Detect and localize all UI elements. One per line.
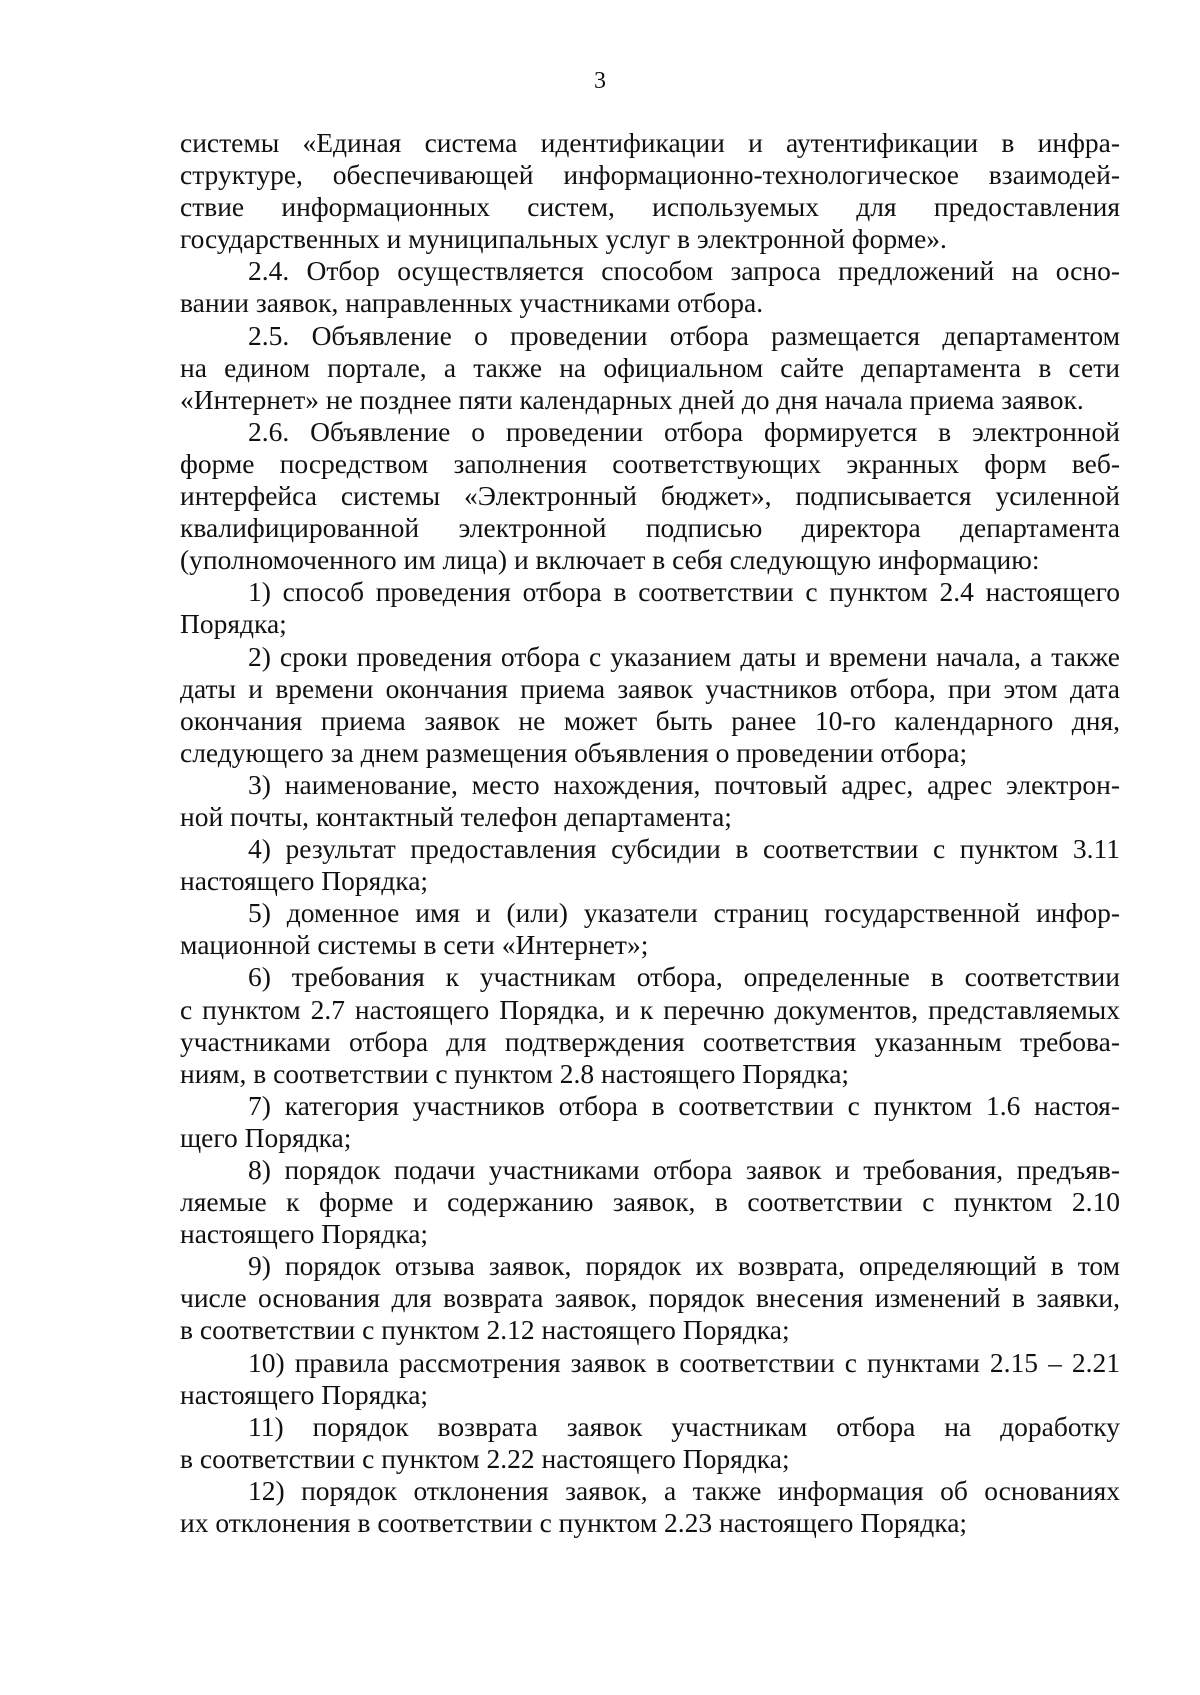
text-line: (уполномоченного им лица) и включает в себя следующую информацию: [180, 544, 1040, 576]
text-line: 2.6. Объявление о проведении отбора формируется в электронной [248, 415, 1120, 447]
text-line: квалифицированной электронной подписью директора департамента [180, 512, 1120, 544]
text-line: даты и времени окончания приема заявок участников отбора, при этом дата [180, 672, 1120, 704]
text-line: на едином портале, а также на официальном сайте департамента в сети [180, 351, 1120, 383]
text-line: интерфейса системы «Электронный бюджет», подписывается усиленной [180, 480, 1120, 512]
paragraph-item-12 [180, 1475, 1120, 1539]
text-line: «Интернет» не позднее пяти календарных дней до дня начала приема заявок. [180, 383, 1084, 415]
text-line: ляемые к форме и содержанию заявок, в соответствии с пунктом 2.10 [180, 1186, 1120, 1218]
text-line: системы «Единая система идентификации и аутентификации в инфра- [180, 127, 1120, 158]
paragraph-item-2 [180, 641, 1120, 769]
text-line: настоящего Порядка; [180, 1218, 429, 1250]
text-line: ниям, в соответствии с пунктом 2.8 настоящего Порядка; [180, 1057, 850, 1089]
text-line: 11) порядок возврата заявок участникам отбора на доработку [248, 1410, 1120, 1442]
text-line: окончания приема заявок не может быть ранее 10-го календарного дня, [180, 704, 1120, 736]
paragraph-item-3 [180, 769, 1120, 833]
text-line: 7) категория участников отбора в соответствии с пунктом 1.6 настоя- [248, 1089, 1120, 1121]
text-line: ной почты, контактный телефон департамента; [180, 800, 732, 832]
text-line: 1) способ проведения отбора в соответствии с пунктом 2.4 настоящего [248, 576, 1120, 608]
text-line: настоящего Порядка; [180, 1378, 429, 1410]
text-line: в соответствии с пунктом 2.12 настоящего Порядка; [180, 1314, 790, 1346]
text-line: Порядка; [180, 608, 287, 640]
text-line: с пунктом 2.7 настоящего Порядка, и к перечню документов, представляемых [180, 993, 1120, 1025]
text-line: щего Порядка; [180, 1121, 352, 1153]
paragraph-item-10 [180, 1347, 1120, 1411]
text-line: 5) доменное имя и (или) указатели страниц государственной инфор- [248, 897, 1120, 929]
text-line: 12) порядок отклонения заявок, а также информация об основаниях [248, 1474, 1120, 1506]
paragraph-p-2-6 [180, 416, 1120, 576]
paragraph-item-4 [180, 833, 1120, 897]
text-line: 2.4. Отбор осуществляется способом запроса предложений на осно- [248, 255, 1120, 287]
paragraph-item-11 [180, 1411, 1120, 1475]
paragraph-item-6 [180, 961, 1120, 1089]
paragraph-item-7 [180, 1090, 1120, 1154]
paragraph-item-8 [180, 1154, 1120, 1250]
document-body [180, 127, 1120, 1539]
text-line: 3) наименование, место нахождения, почтовый адрес, адрес электрон- [248, 768, 1120, 800]
text-line: в соответствии с пунктом 2.22 настоящего Порядка; [180, 1442, 790, 1474]
text-line: государственных и муниципальных услуг в электронной форме». [180, 223, 947, 255]
paragraph-item-5 [180, 897, 1120, 961]
text-line: 6) требования к участникам отбора, определенные в соответствии [248, 961, 1120, 993]
paragraph-item-9 [180, 1250, 1120, 1346]
page-number: 3 [594, 68, 606, 94]
paragraph-p-intro [180, 127, 1120, 255]
text-line: 4) результат предоставления субсидии в соответствии с пунктом 3.11 [248, 833, 1120, 865]
text-line: участниками отбора для подтверждения соответствия указанным требова- [180, 1025, 1120, 1057]
text-line: мационной системы в сети «Интернет»; [180, 929, 649, 961]
text-line: ствие информационных систем, используемых для предоставления [180, 191, 1120, 223]
text-line: 2.5. Объявление о проведении отбора размещается департаментом [248, 319, 1120, 351]
text-line: числе основания для возврата заявок, порядок внесения изменений в заявки, [180, 1282, 1120, 1314]
text-line: 9) порядок отзыва заявок, порядок их возврата, определяющий в том [248, 1250, 1120, 1282]
paragraph-p-2-5 [180, 320, 1120, 416]
text-line: 10) правила рассмотрения заявок в соответствии с пунктами 2.15 – 2.21 [248, 1346, 1120, 1378]
text-line: структуре, обеспечивающей информационно-технологическое взаимодей- [180, 159, 1120, 191]
text-line: вании заявок, направленных участниками отбора. [180, 287, 764, 319]
paragraph-item-1 [180, 576, 1120, 640]
text-line: форме посредством заполнения соответствующих экранных форм веб- [180, 447, 1120, 479]
text-line: 2) сроки проведения отбора с указанием даты и времени начала, а также [248, 640, 1120, 672]
text-line: следующего за днем размещения объявления о проведении отбора; [180, 736, 968, 768]
text-line: 8) порядок подачи участниками отбора заявок и требования, предъяв- [248, 1154, 1120, 1185]
paragraph-p-2-4 [180, 255, 1120, 319]
text-line: настоящего Порядка; [180, 865, 429, 897]
text-line: их отклонения в соответствии с пунктом 2.23 настоящего Порядка; [180, 1507, 968, 1539]
